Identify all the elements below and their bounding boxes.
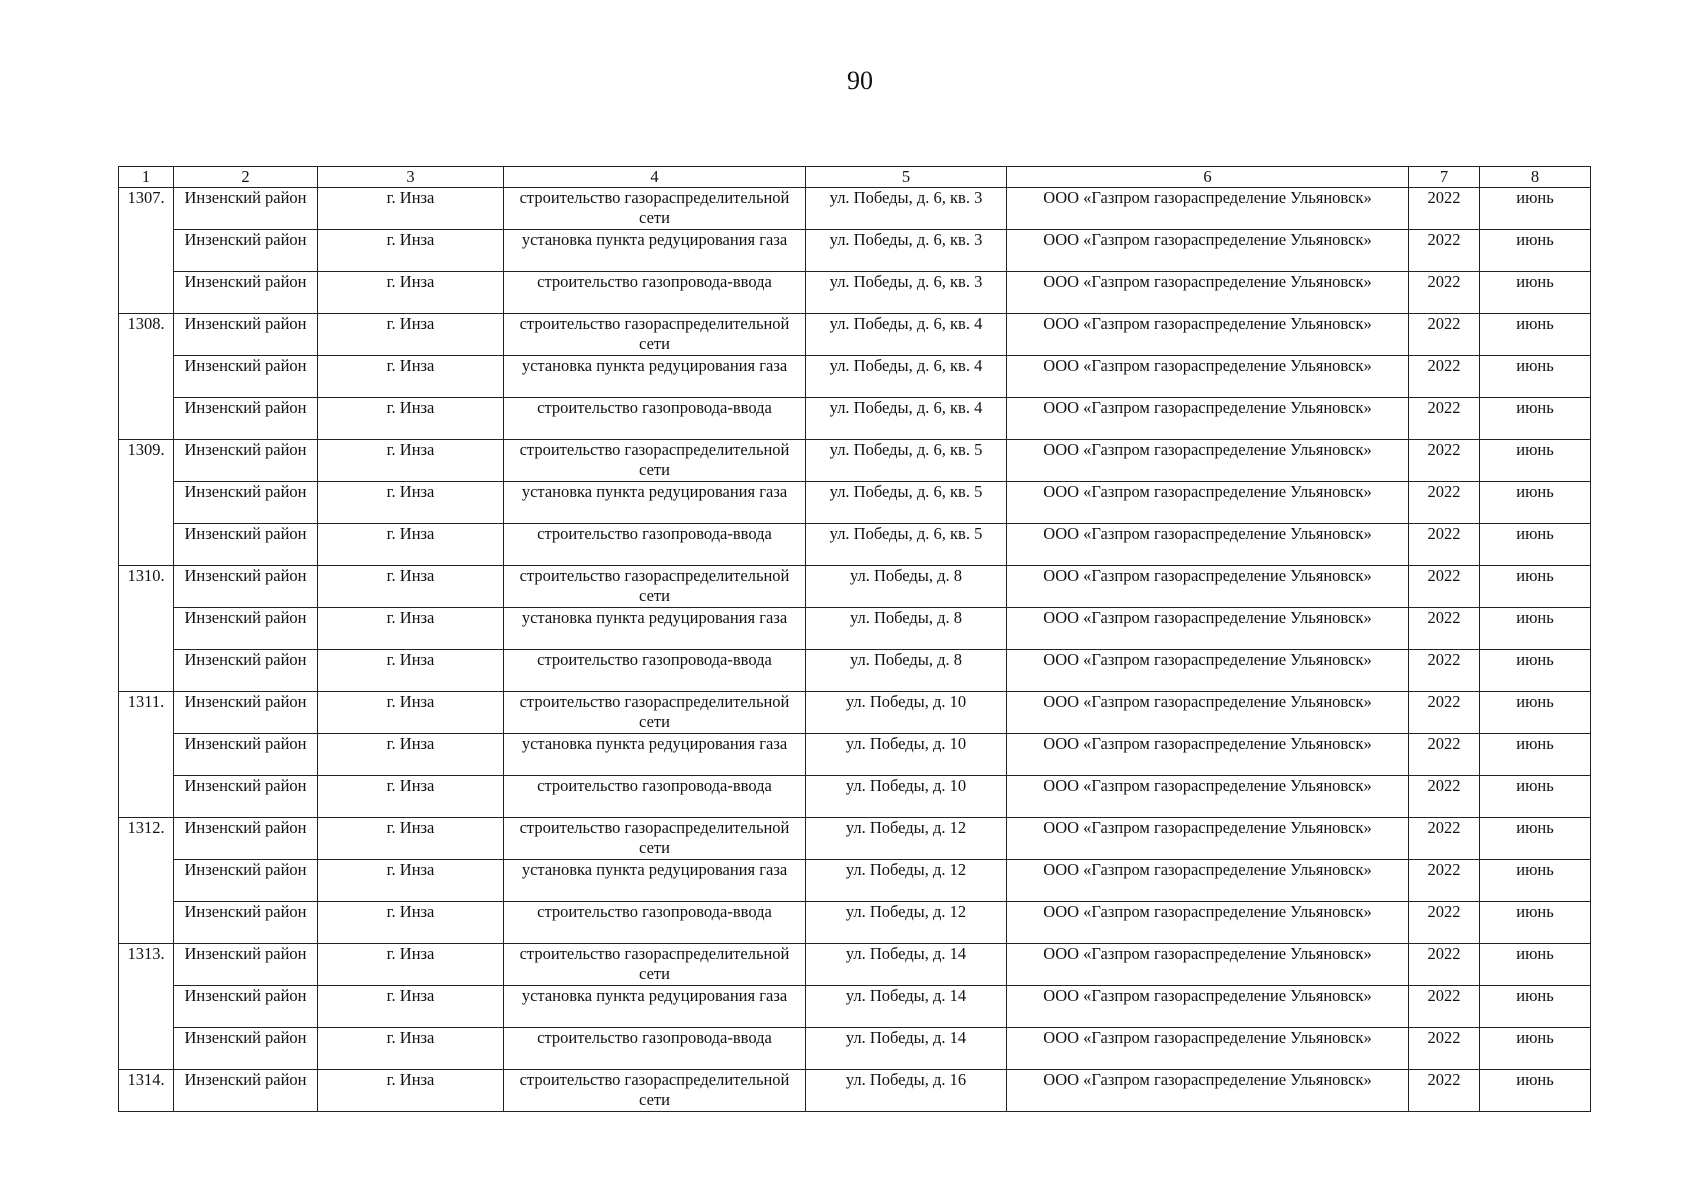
table-row	[119, 230, 1591, 272]
month-cell: июнь	[1480, 776, 1591, 818]
month-cell: июнь	[1480, 524, 1591, 566]
table-row	[119, 734, 1591, 776]
organization-cell: ООО «Газпром газораспределение Ульяновск»	[1007, 314, 1409, 356]
year-cell: 2022	[1409, 566, 1480, 608]
month-cell: июнь	[1480, 230, 1591, 272]
organization-cell: ООО «Газпром газораспределение Ульяновск»	[1007, 1070, 1409, 1112]
address-cell: ул. Победы, д. 6, кв. 4	[806, 398, 1007, 440]
locality-cell: г. Инза	[318, 608, 504, 650]
organization-cell: ООО «Газпром газораспределение Ульяновск»	[1007, 650, 1409, 692]
year-cell: 2022	[1409, 860, 1480, 902]
year-cell: 2022	[1409, 776, 1480, 818]
district-cell: Инзенский район	[174, 860, 318, 902]
column-header: 8	[1480, 167, 1591, 188]
month-cell: июнь	[1480, 188, 1591, 230]
table-row	[119, 314, 1591, 356]
column-header: 7	[1409, 167, 1480, 188]
locality-cell: г. Инза	[318, 986, 504, 1028]
year-cell: 2022	[1409, 944, 1480, 986]
locality-cell: г. Инза	[318, 818, 504, 860]
month-cell: июнь	[1480, 1028, 1591, 1070]
column-header: 1	[119, 167, 174, 188]
month-cell: июнь	[1480, 944, 1591, 986]
organization-cell: ООО «Газпром газораспределение Ульяновск»	[1007, 398, 1409, 440]
column-header: 4	[504, 167, 806, 188]
organization-cell: ООО «Газпром газораспределение Ульяновск»	[1007, 692, 1409, 734]
district-cell: Инзенский район	[174, 482, 318, 524]
work-type-cell: строительство газопровода-ввода	[504, 902, 806, 944]
work-type-cell: строительство газораспределительной сети	[504, 440, 806, 482]
address-cell: ул. Победы, д. 6, кв. 3	[806, 272, 1007, 314]
organization-cell: ООО «Газпром газораспределение Ульяновск»	[1007, 482, 1409, 524]
month-cell: июнь	[1480, 272, 1591, 314]
address-cell: ул. Победы, д. 12	[806, 902, 1007, 944]
address-cell: ул. Победы, д. 14	[806, 986, 1007, 1028]
page-number: 90	[847, 66, 873, 95]
month-cell: июнь	[1480, 902, 1591, 944]
work-type-cell: строительство газораспределительной сети	[504, 818, 806, 860]
organization-cell: ООО «Газпром газораспределение Ульяновск»	[1007, 440, 1409, 482]
month-cell: июнь	[1480, 818, 1591, 860]
district-cell: Инзенский район	[174, 818, 318, 860]
table-row	[119, 356, 1591, 398]
work-type-cell: строительство газораспределительной сети	[504, 944, 806, 986]
table-row	[119, 398, 1591, 440]
column-header: 5	[806, 167, 1007, 188]
district-cell: Инзенский район	[174, 692, 318, 734]
month-cell: июнь	[1480, 314, 1591, 356]
year-cell: 2022	[1409, 608, 1480, 650]
year-cell: 2022	[1409, 1028, 1480, 1070]
month-cell: июнь	[1480, 356, 1591, 398]
locality-cell: г. Инза	[318, 314, 504, 356]
address-cell: ул. Победы, д. 10	[806, 734, 1007, 776]
work-type-cell: строительство газораспределительной сети	[504, 566, 806, 608]
table-row	[119, 566, 1591, 608]
organization-cell: ООО «Газпром газораспределение Ульяновск»	[1007, 230, 1409, 272]
year-cell: 2022	[1409, 986, 1480, 1028]
locality-cell: г. Инза	[318, 1070, 504, 1112]
table-row	[119, 818, 1591, 860]
table-row	[119, 860, 1591, 902]
locality-cell: г. Инза	[318, 860, 504, 902]
locality-cell: г. Инза	[318, 902, 504, 944]
year-cell: 2022	[1409, 818, 1480, 860]
district-cell: Инзенский район	[174, 902, 318, 944]
district-cell: Инзенский район	[174, 1028, 318, 1070]
locality-cell: г. Инза	[318, 1028, 504, 1070]
year-cell: 2022	[1409, 398, 1480, 440]
entry-number-cell: 1307.	[119, 188, 174, 314]
address-cell: ул. Победы, д. 6, кв. 5	[806, 524, 1007, 566]
address-cell: ул. Победы, д. 8	[806, 566, 1007, 608]
district-cell: Инзенский район	[174, 734, 318, 776]
year-cell: 2022	[1409, 188, 1480, 230]
address-cell: ул. Победы, д. 8	[806, 650, 1007, 692]
year-cell: 2022	[1409, 650, 1480, 692]
organization-cell: ООО «Газпром газораспределение Ульяновск»	[1007, 944, 1409, 986]
year-cell: 2022	[1409, 1070, 1480, 1112]
organization-cell: ООО «Газпром газораспределение Ульяновск»	[1007, 188, 1409, 230]
district-cell: Инзенский район	[174, 944, 318, 986]
work-type-cell: строительство газопровода-ввода	[504, 650, 806, 692]
locality-cell: г. Инза	[318, 356, 504, 398]
organization-cell: ООО «Газпром газораспределение Ульяновск»	[1007, 986, 1409, 1028]
locality-cell: г. Инза	[318, 734, 504, 776]
work-type-cell: установка пункта редуцирования газа	[504, 734, 806, 776]
district-cell: Инзенский район	[174, 314, 318, 356]
locality-cell: г. Инза	[318, 398, 504, 440]
column-header: 3	[318, 167, 504, 188]
year-cell: 2022	[1409, 734, 1480, 776]
locality-cell: г. Инза	[318, 272, 504, 314]
table-row	[119, 272, 1591, 314]
locality-cell: г. Инза	[318, 482, 504, 524]
work-type-cell: установка пункта редуцирования газа	[504, 482, 806, 524]
district-cell: Инзенский район	[174, 272, 318, 314]
table-row	[119, 1070, 1591, 1112]
address-cell: ул. Победы, д. 6, кв. 5	[806, 482, 1007, 524]
organization-cell: ООО «Газпром газораспределение Ульяновск»	[1007, 608, 1409, 650]
address-cell: ул. Победы, д. 6, кв. 3	[806, 230, 1007, 272]
entry-number-cell: 1311.	[119, 692, 174, 818]
work-type-cell: строительство газопровода-ввода	[504, 524, 806, 566]
entry-number-cell: 1309.	[119, 440, 174, 566]
locality-cell: г. Инза	[318, 692, 504, 734]
address-cell: ул. Победы, д. 10	[806, 692, 1007, 734]
month-cell: июнь	[1480, 650, 1591, 692]
address-cell: ул. Победы, д. 6, кв. 4	[806, 314, 1007, 356]
work-type-cell: строительство газопровода-ввода	[504, 398, 806, 440]
district-cell: Инзенский район	[174, 650, 318, 692]
organization-cell: ООО «Газпром газораспределение Ульяновск»	[1007, 566, 1409, 608]
table-row	[119, 776, 1591, 818]
column-header: 2	[174, 167, 318, 188]
entry-number-cell: 1310.	[119, 566, 174, 692]
address-cell: ул. Победы, д. 12	[806, 860, 1007, 902]
organization-cell: ООО «Газпром газораспределение Ульяновск»	[1007, 860, 1409, 902]
locality-cell: г. Инза	[318, 650, 504, 692]
organization-cell: ООО «Газпром газораспределение Ульяновск»	[1007, 1028, 1409, 1070]
district-cell: Инзенский район	[174, 608, 318, 650]
address-cell: ул. Победы, д. 12	[806, 818, 1007, 860]
year-cell: 2022	[1409, 440, 1480, 482]
organization-cell: ООО «Газпром газораспределение Ульяновск»	[1007, 356, 1409, 398]
year-cell: 2022	[1409, 692, 1480, 734]
locality-cell: г. Инза	[318, 524, 504, 566]
registry-table	[118, 166, 1591, 1112]
address-cell: ул. Победы, д. 10	[806, 776, 1007, 818]
month-cell: июнь	[1480, 734, 1591, 776]
table-row	[119, 650, 1591, 692]
table-row	[119, 1028, 1591, 1070]
table-row	[119, 608, 1591, 650]
year-cell: 2022	[1409, 272, 1480, 314]
district-cell: Инзенский район	[174, 1070, 318, 1112]
year-cell: 2022	[1409, 482, 1480, 524]
work-type-cell: установка пункта редуцирования газа	[504, 230, 806, 272]
work-type-cell: установка пункта редуцирования газа	[504, 860, 806, 902]
district-cell: Инзенский район	[174, 356, 318, 398]
locality-cell: г. Инза	[318, 566, 504, 608]
month-cell: июнь	[1480, 1070, 1591, 1112]
work-type-cell: строительство газопровода-ввода	[504, 776, 806, 818]
registry-body	[119, 188, 1591, 1112]
month-cell: июнь	[1480, 398, 1591, 440]
year-cell: 2022	[1409, 314, 1480, 356]
entry-number-cell: 1308.	[119, 314, 174, 440]
work-type-cell: строительство газораспределительной сети	[504, 314, 806, 356]
locality-cell: г. Инза	[318, 440, 504, 482]
work-type-cell: установка пункта редуцирования газа	[504, 608, 806, 650]
work-type-cell: строительство газораспределительной сети	[504, 188, 806, 230]
locality-cell: г. Инза	[318, 230, 504, 272]
organization-cell: ООО «Газпром газораспределение Ульяновск»	[1007, 734, 1409, 776]
table-row	[119, 902, 1591, 944]
address-cell: ул. Победы, д. 14	[806, 1028, 1007, 1070]
month-cell: июнь	[1480, 566, 1591, 608]
organization-cell: ООО «Газпром газораспределение Ульяновск»	[1007, 524, 1409, 566]
address-cell: ул. Победы, д. 8	[806, 608, 1007, 650]
district-cell: Инзенский район	[174, 986, 318, 1028]
month-cell: июнь	[1480, 482, 1591, 524]
district-cell: Инзенский район	[174, 776, 318, 818]
locality-cell: г. Инза	[318, 776, 504, 818]
locality-cell: г. Инза	[318, 188, 504, 230]
organization-cell: ООО «Газпром газораспределение Ульяновск»	[1007, 902, 1409, 944]
entry-number-cell: 1312.	[119, 818, 174, 944]
work-type-cell: строительство газораспределительной сети	[504, 692, 806, 734]
address-cell: ул. Победы, д. 16	[806, 1070, 1007, 1112]
entry-number-cell: 1314.	[119, 1070, 174, 1112]
table-row	[119, 692, 1591, 734]
work-type-cell: строительство газопровода-ввода	[504, 272, 806, 314]
work-type-cell: строительство газопровода-ввода	[504, 1028, 806, 1070]
entry-number-cell: 1313.	[119, 944, 174, 1070]
district-cell: Инзенский район	[174, 398, 318, 440]
district-cell: Инзенский район	[174, 230, 318, 272]
work-type-cell: установка пункта редуцирования газа	[504, 986, 806, 1028]
organization-cell: ООО «Газпром газораспределение Ульяновск»	[1007, 818, 1409, 860]
column-header: 6	[1007, 167, 1409, 188]
table-row	[119, 440, 1591, 482]
table-row	[119, 944, 1591, 986]
year-cell: 2022	[1409, 524, 1480, 566]
work-type-cell: строительство газораспределительной сети	[504, 1070, 806, 1112]
year-cell: 2022	[1409, 230, 1480, 272]
district-cell: Инзенский район	[174, 524, 318, 566]
month-cell: июнь	[1480, 608, 1591, 650]
table-row	[119, 986, 1591, 1028]
month-cell: июнь	[1480, 440, 1591, 482]
month-cell: июнь	[1480, 692, 1591, 734]
organization-cell: ООО «Газпром газораспределение Ульяновск»	[1007, 776, 1409, 818]
month-cell: июнь	[1480, 860, 1591, 902]
table-row	[119, 188, 1591, 230]
locality-cell: г. Инза	[318, 944, 504, 986]
table-row	[119, 524, 1591, 566]
district-cell: Инзенский район	[174, 566, 318, 608]
table-row	[119, 482, 1591, 524]
district-cell: Инзенский район	[174, 188, 318, 230]
address-cell: ул. Победы, д. 6, кв. 3	[806, 188, 1007, 230]
year-cell: 2022	[1409, 356, 1480, 398]
district-cell: Инзенский район	[174, 440, 318, 482]
header-row	[119, 167, 1591, 188]
address-cell: ул. Победы, д. 14	[806, 944, 1007, 986]
work-type-cell: установка пункта редуцирования газа	[504, 356, 806, 398]
address-cell: ул. Победы, д. 6, кв. 4	[806, 356, 1007, 398]
organization-cell: ООО «Газпром газораспределение Ульяновск»	[1007, 272, 1409, 314]
month-cell: июнь	[1480, 986, 1591, 1028]
year-cell: 2022	[1409, 902, 1480, 944]
address-cell: ул. Победы, д. 6, кв. 5	[806, 440, 1007, 482]
